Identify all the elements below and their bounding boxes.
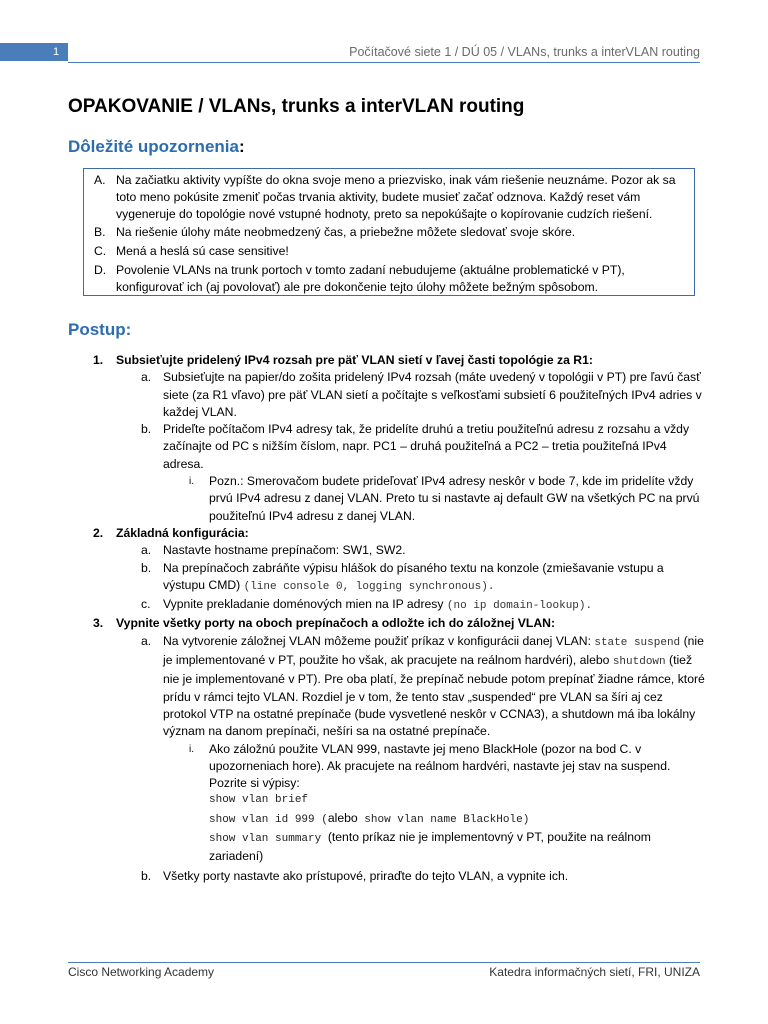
step-1: 1. Subsieťujte pridelený IPv4 rozsah pre päť VLAN sietí v ľavej časti topológie za R1: — [93, 353, 593, 367]
footer-rule — [68, 962, 700, 963]
warning-item: C. Mená a heslá sú case sensitive! — [94, 244, 289, 259]
step-1b: b. Prideľte počítačom IPv4 adresy tak, že pridelíte druhú a tretiu použiteľnú adresu z rozsahu a vždy začínajte od PC s nižším číslom, napr. PC1 – druhá použiteľná a PC2 – tretia použiteľná IPv4 adresa. — [141, 422, 690, 471]
step-2a: a. Nastavte hostname prepínačom: SW1, SW2. — [141, 543, 406, 558]
document-title: OPAKOVANIE / VLANs, trunks a interVLAN routing — [68, 96, 525, 117]
footer-left: Cisco Networking Academy — [68, 965, 215, 979]
warnings-box — [83, 168, 695, 296]
step-1b-i: i. Pozn.: Smerovačom budete prideľovať IPv4 adresy neskôr v bode 7, kde im pridelíte vždy prvú IPv4 adresu z danej VLAN. Preto tu si nastavte aj default GW na všetkých PC na prvú použiteľnú IPv4 adresu z danej VLAN. — [189, 474, 700, 523]
code-show-vlan-id: show vlan id 999 (alebo show vlan name BlackHole) — [209, 810, 530, 826]
header-rule — [68, 62, 700, 63]
step-3: 3. Vypnite všetky porty na oboch prepínačoch a odložte ich do záložnej VLAN: — [93, 616, 556, 631]
footer-right: Katedra informačných sietí, FRI, UNIZA — [489, 965, 700, 979]
procedure-steps — [0, 352, 768, 885]
step-3b: b. Všetky porty nastavte ako prístupové, priraďte do tejto VLAN, a vypnite ich. — [141, 868, 569, 883]
warnings-heading: Dôležité upozornenia: — [68, 137, 245, 156]
page-number: 1 — [52, 46, 60, 58]
warning-item: D. Povolenie VLANs na trunk portoch v tomto zadaní nebudujeme (aktuálne problematické v PT), konfigurovať ich (aj povolovať) ale pre dokončenie tejto úlohy môžete bežným spôsobom. — [94, 262, 625, 294]
step-2b: b. Na prepínačoch zabráňte výpisu hlášok do písaného textu na konzole (zmiešavanie vstupu a výstupu CMD) (line console 0, logging synchronous). — [141, 560, 664, 593]
code-show-vlan-brief: show vlan brief — [209, 794, 309, 807]
procedure-heading: Postup: — [68, 320, 132, 339]
warning-item: A. Na začiatku aktivity vypíšte do okna svoje meno a priezvisko, inak vám riešenie neuznáme. Pozor ak sa toto meno pokúsite zmeniť počas trvania aktivity, budete musieť začať odznova. Každý reset vám vygeneruje do topológie nové vstupné hodnoty, preto sa nepokúšajte o kopírovanie cudzích riešení. — [94, 173, 676, 221]
header-title: Počítačové siete 1 / DÚ 05 / VLANs, trunks a interVLAN routing — [349, 45, 700, 59]
step-3a-i: i. Ako záložnú použite VLAN 999, nastavte jej meno BlackHole (pozor na bod C. v upozorneniach hore). Ak pracujete na reálnom hardvéri, nastavte jej stav na suspend. Pozrite si výpisy: — [189, 741, 671, 791]
warning-item: B. Na riešenie úlohy máte neobmedzený čas, a priebežne môžete sledovať svoje skóre. — [94, 225, 576, 240]
step-3a: a. Na vytvorenie záložnej VLAN môžeme použiť príkaz v konfigurácii danej VLAN: state suspend (nie je implementované v PT, použite ho však, ak pracujete na reálnom hardvéri), alebo shutdown (tiež nie je implementované v PT). Pre oba platí, že prepínač nebude potom prepínať žiadne rámce, ktoré prídu v rámci tejto VLAN. Rozdiel je v tom, že tento stav „suspended“ pre VLAN sa šíri aj cez protokol VTP na ostatné prepínače (bude vysvetlené neskôr v CCNA3), a shutdown má iba lokálny význam na danom prepínači, nešíri sa na ostatné prepínače. — [141, 633, 705, 739]
step-2c: c. Vypnite prekladanie doménových mien na IP adresy (no ip domain-lookup). — [141, 597, 593, 613]
code-show-vlan-summary: show vlan summary (tento príkaz nie je implementovný v PT, použite na reálnom zariadení) — [209, 830, 651, 864]
page-number-badge — [0, 43, 68, 61]
step-2: 2. Základná konfigurácia: — [93, 525, 249, 540]
step-1a: a. Subsieťujte na papier/do zošita pridelený IPv4 rozsah (máte uvedený v topológii v PT) pre ľavú časť siete (za R1 vľavo) pre päť VLAN sietí a počítajte s veľkosťami subsietí 6 použiteľných IPv4 adries v každej VLAN. — [141, 370, 702, 419]
